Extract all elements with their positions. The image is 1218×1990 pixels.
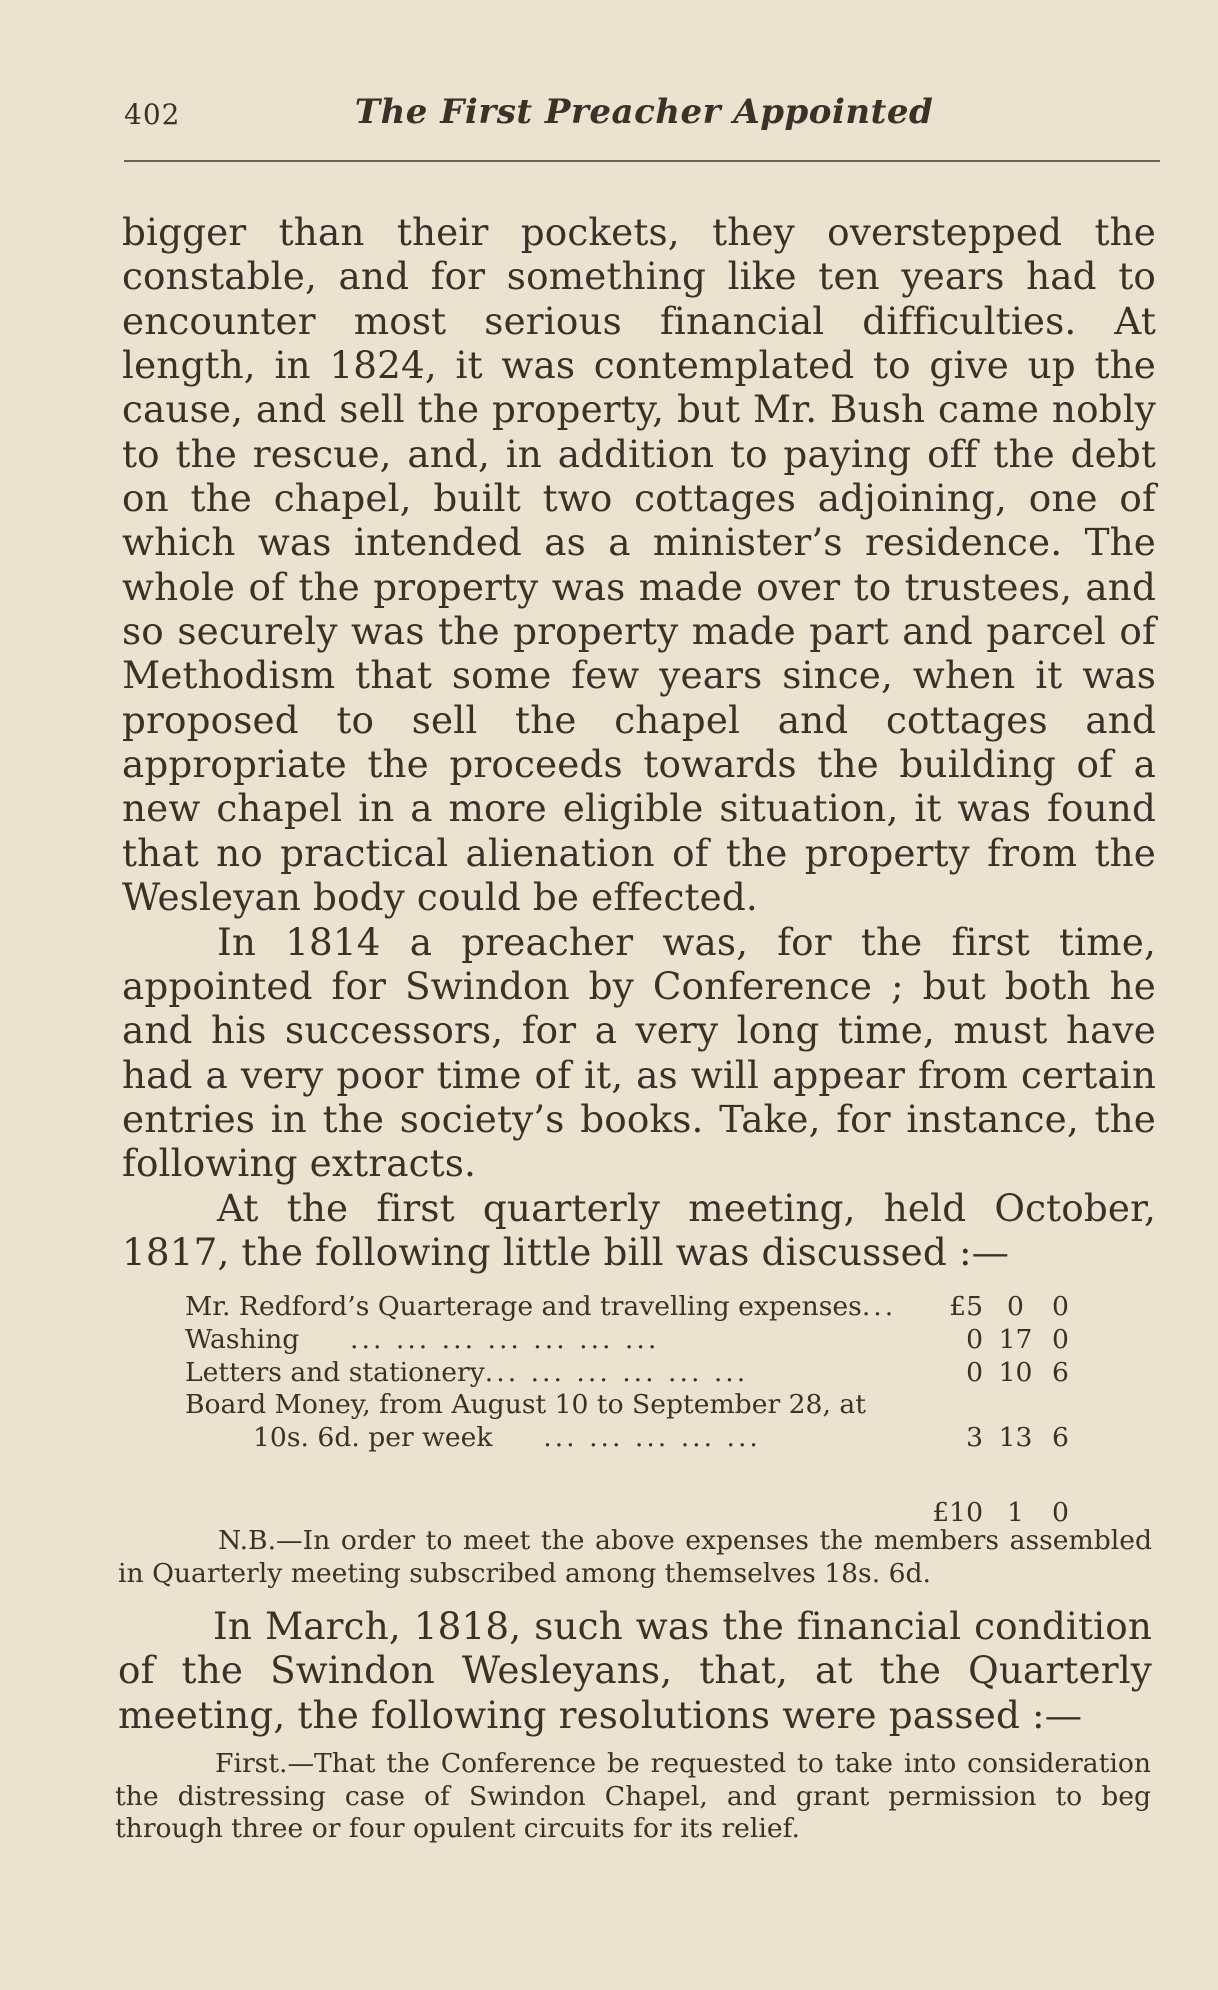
note-text: N.B.—In order to meet the above expenses the members assembled in Quarterly meeting subscribed among themselves 18s. 6d. (118, 1525, 1152, 1589)
account-item-label: 10s. 6d. per week (253, 1422, 493, 1454)
account-item-label: Washing (185, 1323, 300, 1355)
total-pence: 0 (1052, 1497, 1069, 1528)
paragraph-1: bigger than their pockets, they overstepped the constable, and for something like ten years had to encounter most serious financial difficulties. At length, in 1824, it was contemplated to give up the cause, and sell the property, but Mr. Bush came nobly to the rescue, and, in addition to paying off the debt on the chapel, built two cottages adjoining, one of which was intended as a minister’s residence. The whole of the property was made over to trustees, and so securely was the property made part and parcel of Methodism that some few years since, when it was proposed to sell the chapel and cottages and appropriate the proceeds towards the building of a new chapel in a more eligible situation, it was found that no practical alienation of the property from the Wesleyan body could be effected. (122, 210, 1156, 920)
pence-value: 6 (1052, 1356, 1069, 1388)
account-table (185, 1291, 1083, 1455)
resolution-first: First.—That the Conference be requested to take into consideration the distressing case of Swindon Chapel, and grant permission to beg through three or four opulent circuits for its relief. (115, 1748, 1151, 1844)
account-item-label: Mr. Redford’s Quarterage and travelling expenses (185, 1291, 862, 1322)
account-item-label: Letters and stationery (185, 1356, 485, 1388)
pounds-value: 0 (966, 1356, 983, 1388)
leader-dots: ... (861, 1291, 897, 1322)
shillings-value: 17 (998, 1323, 1033, 1355)
account-row (185, 1357, 1083, 1390)
pounds-value: 0 (966, 1323, 983, 1355)
leader-dots: ... ... ... ... ... ... (484, 1356, 749, 1388)
account-total (185, 1497, 1083, 1528)
body-text-continued (118, 1604, 1152, 1737)
account-item-label: Board Money, from August 10 to September 28, at (185, 1389, 866, 1421)
pounds-value: £5 (949, 1291, 983, 1322)
footnote (118, 1525, 1152, 1590)
account-row (185, 1324, 1083, 1357)
account-row (185, 1422, 1083, 1455)
pence-value: 0 (1052, 1323, 1069, 1355)
account-row (185, 1389, 1083, 1422)
running-title: The First Preacher Appointed (354, 92, 934, 132)
leader-dots: ... ... ... ... ... ... ... (350, 1323, 660, 1355)
paragraph-march: In March, 1818, such was the financial condition of the Swindon Wesleyans, that, at the Quarterly meeting, the following resolutions were passed :— (118, 1604, 1152, 1737)
total-shillings: 1 (1007, 1497, 1024, 1528)
page-header (124, 92, 1164, 142)
pence-value: 6 (1052, 1422, 1069, 1454)
shillings-value: 13 (998, 1422, 1033, 1454)
paragraph-2: In 1814 a preacher was, for the first time, appointed for Swindon by Conference ; but both he and his successors, for a very long time, must have had a very poor time of it, as will appear from certain entries in the society’s books. Take, for instance, the following extracts. (122, 919, 1156, 1186)
account-row (185, 1291, 1083, 1324)
body-text (122, 210, 1156, 1274)
pounds-value: 3 (966, 1422, 983, 1454)
resolution-quote (115, 1748, 1151, 1846)
header-rule (124, 160, 1160, 162)
shillings-value: 10 (998, 1356, 1033, 1388)
shillings-value: 0 (1007, 1291, 1024, 1322)
leader-dots: ... ... ... ... ... (543, 1422, 761, 1454)
pence-value: 0 (1052, 1291, 1069, 1322)
paragraph-3: At the first quarterly meeting, held October, 1817, the following little bill was discussed :— (122, 1185, 1156, 1274)
total-pounds: £10 (932, 1497, 983, 1528)
page-number: 402 (124, 98, 181, 131)
